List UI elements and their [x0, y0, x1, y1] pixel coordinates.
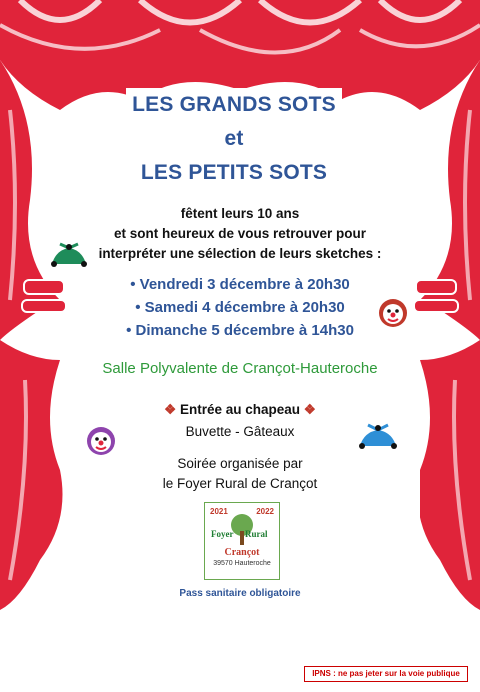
title-line-2: et — [224, 127, 244, 150]
logo-word-1: Foyer — [211, 529, 234, 539]
intro-line-1: fêtent leurs 10 ans — [180, 206, 300, 221]
entry-line — [0, 402, 480, 418]
date-item: • Vendredi 3 décembre à 20h30 — [130, 276, 350, 293]
bullet-icon: ❖ — [164, 402, 177, 417]
logo-word-2: Rural — [245, 529, 268, 539]
bullet-icon: ❖ — [303, 402, 316, 417]
logo-year-end: 2022 — [256, 507, 274, 516]
title-box — [126, 88, 342, 192]
logo-place: Crançot — [224, 547, 260, 558]
logo-postal: 39570 Hauteroche — [213, 560, 271, 567]
foyer-rural-logo — [204, 502, 280, 580]
organizer-line-1: Soirée organisée par — [177, 456, 303, 471]
title-line-3: LES PETITS SOTS — [140, 161, 328, 184]
entry-label: Entrée au chapeau — [179, 402, 301, 417]
date-item: • Dimanche 5 décembre à 14h30 — [126, 322, 354, 339]
title-line-1: LES GRANDS SOTS — [132, 93, 336, 116]
refreshments-text: Buvette - Gâteaux — [185, 424, 295, 439]
jester-hat-icon — [48, 242, 90, 268]
clown-face-icon — [86, 426, 116, 456]
venue-text: Salle Polyvalente de Crançot-Hauteroche — [102, 360, 378, 377]
intro-line-3: interpréter une sélection de leurs sketches : — [98, 246, 382, 261]
logo-year-start: 2021 — [210, 507, 228, 516]
date-item: • Samedi 4 décembre à 20h30 — [135, 299, 345, 316]
sanitary-notice: Pass sanitaire obligatoire — [179, 588, 301, 599]
jester-hat-icon — [356, 422, 400, 450]
clown-face-icon — [378, 298, 408, 328]
intro-line-2: et sont heureux de vous retrouver pour — [113, 226, 367, 241]
ipns-notice: IPNS : ne pas jeter sur la voie publique — [304, 666, 468, 682]
organizer-line-2: le Foyer Rural de Crançot — [162, 476, 318, 491]
